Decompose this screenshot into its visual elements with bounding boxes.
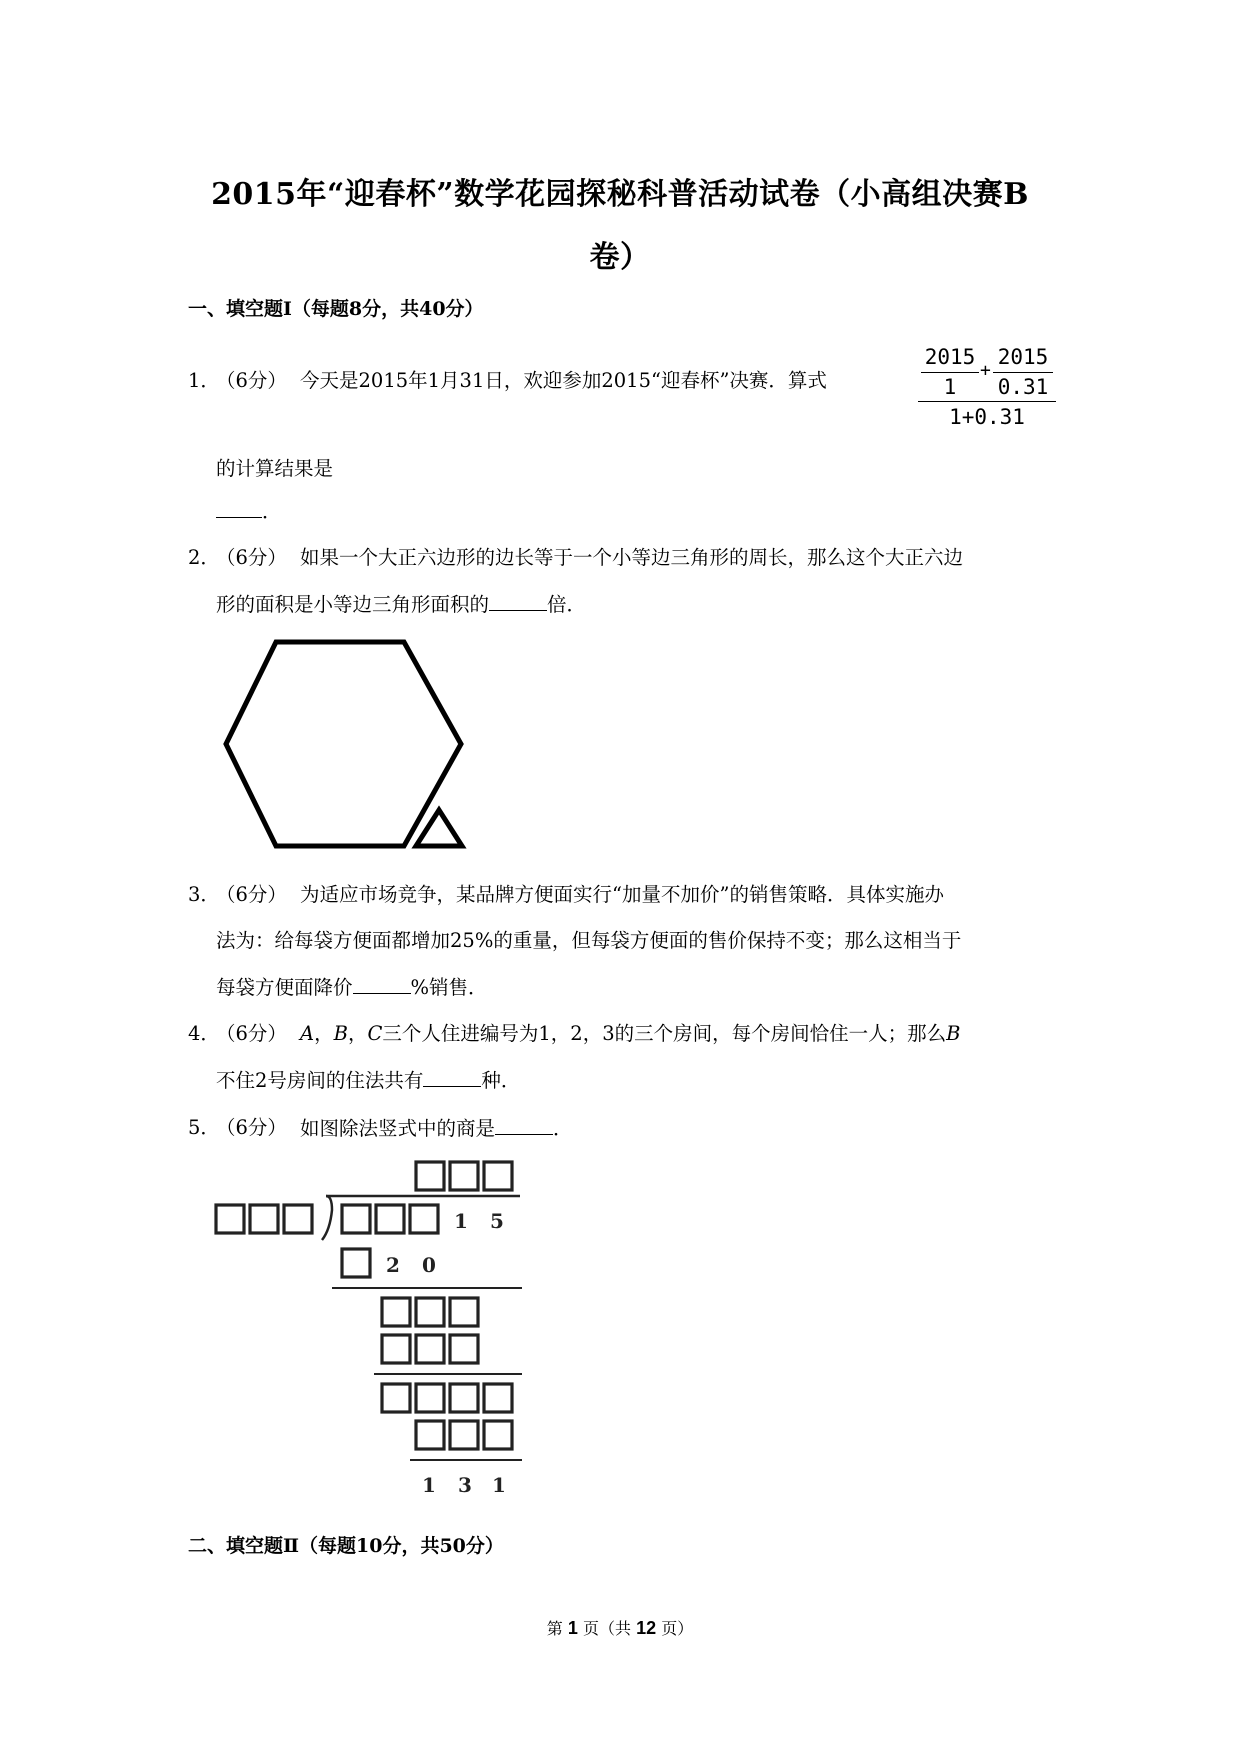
question-text-part: 形的面积是小等边三角形面积的 bbox=[216, 593, 490, 616]
question-text-part: %销售． bbox=[410, 976, 488, 999]
question-number: 2． bbox=[188, 546, 220, 569]
hexagon-shape bbox=[226, 642, 461, 846]
question-text-line3 bbox=[216, 975, 488, 1000]
question-number: 3． bbox=[188, 883, 220, 906]
given-digit: 3 bbox=[458, 1473, 472, 1497]
question-text-line2 bbox=[216, 592, 586, 617]
question-text bbox=[300, 1022, 960, 1046]
question-text: 为适应市场竞争，某品牌方便面实行“加量不加价”的销售策略．具体实施办 bbox=[300, 883, 944, 906]
digit-box bbox=[382, 1335, 410, 1363]
person-c: C bbox=[367, 1022, 383, 1045]
period: ． bbox=[553, 1117, 573, 1140]
main-fraction-bar bbox=[918, 401, 1056, 402]
question-text: 如果一个大正六边形的边长等于一个小等边三角形的周长，那么这个大正六边 bbox=[300, 546, 964, 569]
plus-sign: + bbox=[980, 360, 991, 381]
digit-box bbox=[382, 1384, 410, 1412]
question-score: （6分） bbox=[216, 546, 287, 569]
question-text-continued: 的计算结果是 bbox=[216, 457, 334, 480]
digit-box bbox=[484, 1421, 512, 1449]
given-digit: 1 bbox=[454, 1209, 468, 1233]
question-score: （6分） bbox=[216, 1022, 287, 1045]
given-digit: 5 bbox=[490, 1209, 504, 1233]
fraction-a-denominator: 1 bbox=[943, 375, 957, 399]
digit-box bbox=[284, 1205, 312, 1233]
question-text-part: 倍． bbox=[547, 593, 587, 616]
digit-box bbox=[450, 1384, 478, 1412]
digit-box bbox=[416, 1384, 444, 1412]
page-title-line2: 卷） bbox=[589, 240, 651, 275]
footer-text: 第 bbox=[546, 1619, 568, 1638]
page-title: 2015年“迎春杯”数学花园探秘科普活动试卷（小高组决赛B bbox=[211, 177, 1029, 212]
question-text-part: 三个人住进编号为1，2，3的三个房间，每个房间恰住一人；那么 bbox=[382, 1022, 947, 1045]
digit-box bbox=[416, 1298, 444, 1326]
page-number: 1 bbox=[567, 1618, 578, 1638]
answer-line bbox=[216, 499, 282, 524]
digit-box bbox=[410, 1205, 438, 1233]
digit-box bbox=[450, 1421, 478, 1449]
question-number: 4． bbox=[188, 1022, 220, 1045]
period: ． bbox=[262, 500, 282, 523]
given-digit: 1 bbox=[422, 1473, 436, 1497]
section-heading-2: 二、填空题Ⅱ（每题10分，共50分） bbox=[188, 1535, 504, 1557]
question-text-part: 如图除法竖式中的商是 bbox=[300, 1117, 496, 1140]
digit-box bbox=[450, 1162, 478, 1190]
digit-box bbox=[416, 1335, 444, 1363]
digit-box bbox=[416, 1162, 444, 1190]
question-score: （6分） bbox=[216, 369, 287, 392]
footer-text: 页（共 bbox=[577, 1619, 637, 1638]
long-division-figure bbox=[210, 1150, 540, 1510]
question-text-line2 bbox=[216, 1068, 520, 1093]
fraction-b-numerator: 2015 bbox=[997, 345, 1049, 369]
fraction-b-denominator: 0.31 bbox=[997, 375, 1049, 399]
question-text-part: 种． bbox=[481, 1069, 521, 1092]
question-text-line2: 法为：给每袋方便面都增加25%的重量，但每袋方便面的售价保持不变；那么这相当于 bbox=[216, 929, 962, 952]
fraction-a-bar bbox=[921, 372, 979, 373]
answer-blank[interactable] bbox=[423, 1068, 481, 1087]
digit-box bbox=[484, 1384, 512, 1412]
digit-box bbox=[250, 1205, 278, 1233]
digit-box bbox=[382, 1298, 410, 1326]
digit-box bbox=[342, 1249, 370, 1277]
hexagon-triangle-figure bbox=[220, 638, 470, 850]
digit-box bbox=[450, 1298, 478, 1326]
fraction-a-numerator: 2015 bbox=[924, 345, 976, 369]
given-digit: 1 bbox=[492, 1473, 506, 1497]
question-number: 1． bbox=[188, 369, 220, 392]
question-text: 今天是2015年1月31日，欢迎参加2015“迎春杯”决赛．算式 bbox=[300, 369, 827, 392]
comma: ， bbox=[347, 1022, 368, 1045]
digit-box bbox=[416, 1421, 444, 1449]
page-footer bbox=[0, 1616, 1240, 1639]
given-digit: 2 bbox=[386, 1253, 400, 1277]
digit-box bbox=[450, 1335, 478, 1363]
comma: ， bbox=[314, 1022, 334, 1045]
question-score: （6分） bbox=[216, 1116, 287, 1139]
answer-blank[interactable] bbox=[353, 975, 411, 994]
main-denominator: 1+0.31 bbox=[949, 405, 1025, 429]
person-a: A bbox=[300, 1022, 315, 1045]
digit-box bbox=[342, 1205, 370, 1233]
answer-blank[interactable] bbox=[489, 592, 547, 611]
question-text-part: 每袋方便面降价 bbox=[216, 976, 353, 999]
fraction-b-bar bbox=[993, 372, 1053, 373]
question-score: （6分） bbox=[216, 883, 287, 906]
answer-blank[interactable] bbox=[216, 499, 262, 518]
section-heading-1: 一、填空题Ⅰ（每题8分，共40分） bbox=[188, 298, 484, 320]
given-digit: 0 bbox=[422, 1253, 436, 1277]
digit-box bbox=[484, 1162, 512, 1190]
total-pages: 12 bbox=[636, 1618, 657, 1638]
digit-box bbox=[376, 1205, 404, 1233]
question-number: 5． bbox=[188, 1116, 220, 1139]
person-b: B bbox=[946, 1022, 961, 1045]
person-b: B bbox=[333, 1022, 348, 1045]
footer-text: 页） bbox=[656, 1619, 694, 1638]
question-text-part: 不住2号房间的住法共有 bbox=[216, 1069, 424, 1092]
digit-box bbox=[216, 1205, 244, 1233]
answer-blank[interactable] bbox=[495, 1116, 553, 1135]
question-text bbox=[300, 1116, 573, 1141]
division-bracket bbox=[322, 1196, 332, 1240]
